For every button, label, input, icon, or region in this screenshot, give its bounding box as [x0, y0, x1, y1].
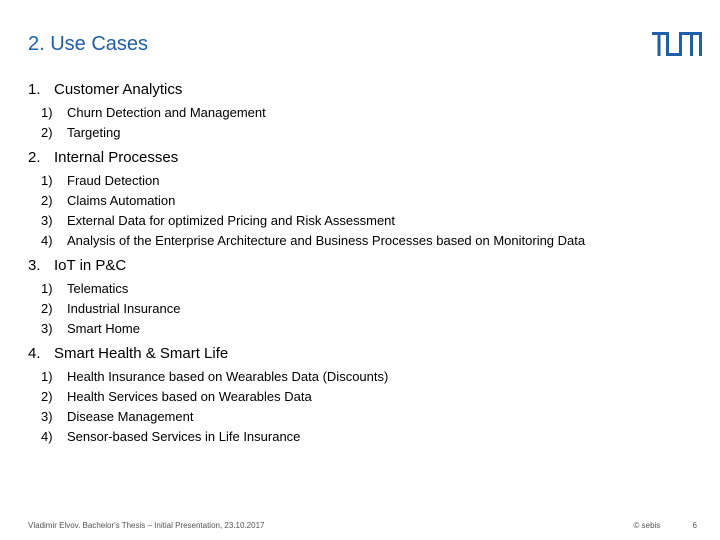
list-item-number: 4): [41, 429, 53, 444]
list-item-text: Industrial Insurance: [67, 301, 181, 316]
list-item-text: Telematics: [67, 281, 129, 296]
list-item-number: 2): [41, 125, 53, 140]
section-title: Smart Health & Smart Life: [54, 345, 229, 362]
list-item-number: 3): [41, 409, 53, 424]
section-heading: [28, 80, 708, 100]
sub-item-list: [28, 367, 708, 447]
section-number: 2.: [28, 149, 41, 166]
list-item-text: External Data for optimized Pricing and Risk Assessment: [67, 213, 396, 228]
list-item: [28, 427, 708, 447]
list-item-number: 1): [41, 173, 53, 188]
list-item-number: 2): [41, 193, 53, 208]
list-item-number: 1): [41, 105, 53, 120]
list-item: [28, 171, 708, 191]
list-item-text: Targeting: [67, 125, 121, 140]
section-heading: [28, 344, 708, 364]
list-item-text: Churn Detection and Management: [67, 105, 266, 120]
footer-meta: [604, 521, 697, 530]
list-item: [28, 279, 708, 299]
sub-item-list: [28, 171, 708, 251]
list-item-text: Analysis of the Enterprise Architecture and Business Processes based on Monitoring Data: [67, 233, 586, 248]
list-item: [28, 367, 708, 387]
section-number: 4.: [28, 345, 41, 362]
list-item-text: Fraud Detection: [67, 173, 160, 188]
footer-credit: Vladimir Elvov. Bachelor's Thesis – Initial Presentation, 23.10.2017: [28, 521, 265, 530]
copyright: © sebis: [633, 521, 661, 530]
list-item: [28, 387, 708, 407]
tum-logo: [652, 32, 702, 56]
list-item: [28, 231, 708, 251]
list-item: [28, 211, 708, 231]
list-item: [28, 103, 708, 123]
list-item: [28, 319, 708, 339]
list-item-text: Claims Automation: [67, 193, 176, 208]
list-item-text: Smart Home: [67, 321, 140, 336]
page-number: 6: [692, 521, 697, 530]
list-item-number: 4): [41, 233, 53, 248]
section-number: 3.: [28, 257, 41, 274]
list-item-text: Disease Management: [67, 409, 194, 424]
page-title: 2. Use Cases: [28, 33, 149, 55]
list-item-text: Health Insurance based on Wearables Data (Discounts): [67, 369, 389, 384]
sub-item-list: [28, 279, 708, 339]
list-item-number: 3): [41, 213, 53, 228]
list-item: [28, 191, 708, 211]
list-item: [28, 299, 708, 319]
list-item-number: 1): [41, 281, 53, 296]
list-item-text: Health Services based on Wearables Data: [67, 389, 312, 404]
list-item: [28, 407, 708, 427]
sub-item-list: [28, 103, 708, 143]
section-title: Internal Processes: [54, 149, 179, 166]
section-heading: [28, 148, 708, 168]
list-item-number: 2): [41, 301, 53, 316]
section-heading: [28, 256, 708, 276]
list-item-number: 2): [41, 389, 53, 404]
list-item-text: Sensor-based Services in Life Insurance: [67, 429, 301, 444]
section-title: Customer Analytics: [54, 81, 183, 98]
list-item-number: 3): [41, 321, 53, 336]
section-title: IoT in P&C: [54, 257, 127, 274]
section-number: 1.: [28, 81, 41, 98]
use-case-list: [28, 80, 708, 452]
list-item: [28, 123, 708, 143]
list-item-number: 1): [41, 369, 53, 384]
